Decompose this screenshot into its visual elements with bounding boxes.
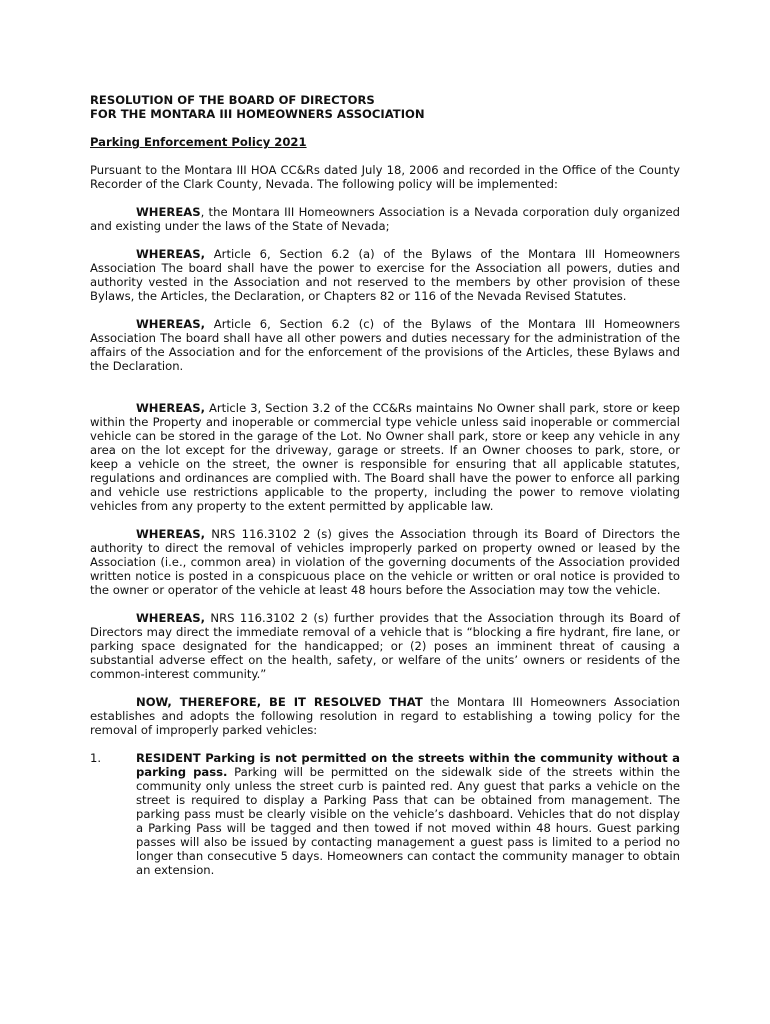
document-title-line-2: FOR THE MONTARA III HOMEOWNERS ASSOCIATION [90,107,425,121]
whereas-text: NRS 116.3102 2 (s) gives the Association through its Board of Directors the authority to direct the removal of vehicles improperly parked on property owned or leased by the Association (i.e., common area) in violation of the governing documents of the Association provided written notice is posted in a conspicuous place on the vehicle or written or oral notice is provided to the owner or operator of the vehicle at least 48 hours before the Association may tow the vehicle. [90,527,680,597]
whereas-paragraph-5 [90,527,680,597]
whereas-lead: WHEREAS, [136,401,205,415]
resolved-lead: NOW, THEREFORE, BE IT RESOLVED THAT [136,695,423,709]
document-title-line-1: RESOLUTION OF THE BOARD OF DIRECTORS [90,93,375,107]
whereas-paragraph-1 [90,205,680,233]
whereas-lead: WHEREAS [136,205,201,219]
whereas-lead: WHEREAS, [136,317,205,331]
whereas-text: Article 6, Section 6.2 (c) of the Bylaws of the Montara III Homeowners Association The board shall have all other powers and duties necessary for the administration of the affairs of the Association and for the enforcement of the provisions of the Articles, these Bylaws and the Declaration. [90,317,680,373]
whereas-paragraph-2 [90,247,680,303]
whereas-text: , the Montara III Homeowners Association is a Nevada corporation duly organized and existing under the laws of the State of Nevada; [90,205,680,233]
intro-paragraph: Pursuant to the Montara III HOA CC&Rs dated July 18, 2006 and recorded in the Office of the County Recorder of the Clark County, Nevada. The following policy will be implemented: [90,163,680,191]
whereas-paragraph-3 [90,317,680,373]
policy-item-number: 1. [90,751,102,765]
resolved-text: the Montara III Homeowners Association establishes and adopts the following resolution in regard to establishing a towing policy for the removal of improperly parked vehicles: [90,695,680,737]
whereas-paragraph-6 [90,611,680,681]
whereas-lead: WHEREAS, [136,611,205,625]
whereas-lead: WHEREAS, [136,247,205,261]
whereas-paragraph-4 [90,401,680,513]
policy-item-1 [90,751,680,877]
policy-item-body [136,751,680,877]
document-body [90,93,680,877]
policy-item-text: Parking will be permitted on the sidewalk side of the streets within the community only unless the street curb is painted red. Any guest that parks a vehicle on the street is required to display a Parking Pass that can be obtained from management. The parking pass must be clearly visible on the vehicle’s dashboard. Vehicles that do not display a Parking Pass will be tagged and then towed if not moved within 48 hours. Guest parking passes will also be issued by contacting management a guest pass is limited to a period no longer than consecutive 5 days. Homeowners can contact the community manager to obtain an extension. [136,765,680,877]
whereas-text: Article 6, Section 6.2 (a) of the Bylaws of the Montara III Homeowners Association The board shall have the power to exercise for the Association all powers, duties and authority vested in the Association and not reserved to the members by other provision of these Bylaws, the Articles, the Declaration, or Chapters 82 or 116 of the Nevada Revised Statutes. [90,247,680,303]
resolved-paragraph [90,695,680,737]
policy-item-heading: RESIDENT Parking is not permitted on the streets within the community without a parking pass. [136,751,680,779]
whereas-text: NRS 116.3102 2 (s) further provides that the Association through its Board of Directors may direct the immediate removal of a vehicle that is “blocking a fire hydrant, fire lane, or parking space designated for the handicapped; or (2) poses an imminent threat of causing a substantial adverse effect on the health, safety, or welfare of the units’ owners or residents of the common-interest community.” [90,611,680,681]
whereas-text: Article 3, Section 3.2 of the CC&Rs maintains No Owner shall park, store or keep within the Property and inoperable or commercial type vehicle unless said inoperable or commercial vehicle can be stored in the garage of the Lot. No Owner shall park, store or keep any vehicle in any area on the lot except for the driveway, garage or streets. If an Owner chooses to park, store, or keep a vehicle on the street, the owner is responsible for ensuring that all applicable statutes, regulations and ordinances are complied with. The Board shall have the power to enforce all parking and vehicle use restrictions applicable to the property, including the power to remove violating vehicles from any property to the extent permitted by applicable law. [90,401,680,513]
policy-subtitle: Parking Enforcement Policy 2021 [90,135,307,149]
whereas-lead: WHEREAS, [136,527,205,541]
